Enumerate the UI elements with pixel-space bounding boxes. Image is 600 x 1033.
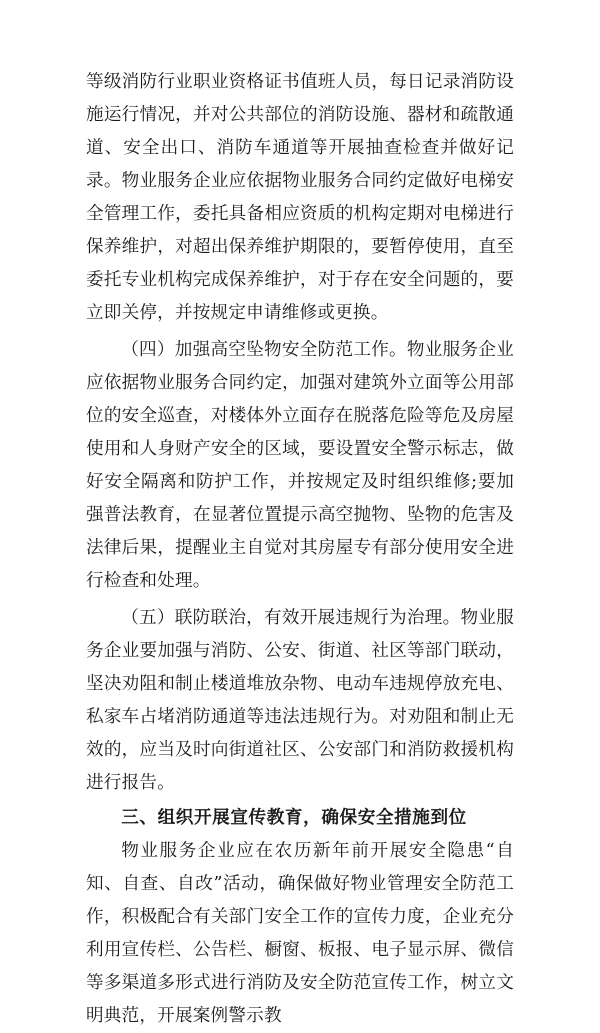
paragraph-falling-objects-body: 物业服务企业应依据物业服务合同约定，加强对建筑外立面等公用部位的安全巡查，对楼体外立面存在脱落危险等危及房屋使用和人身财产安全的区域，要设置安全警示标志，做好安全隔离和防护工作，并按规定及时组织维修;要加强普法教育，在显著位置提示高空抛物、坠物的危害及法律后果，提醒业主自觉对其房屋专有部分使用安全进行检查和处理。 [86,340,515,591]
paragraph-publicity-education: 物业服务企业应在农历新年前开展安全隐患“自知、自查、自改”活动，确保做好物业管理安全防范工作，积极配合有关部门安全工作的宣传力度，企业充分利用宣传栏、公告栏、橱窗、板报、电子显示屏、微信等多渠道多形式进行消防及安全防范宣传工作，树立文明典范，开展案例警示教 [86,841,514,1026]
section-lead-five: （五）联防联治，有效开展违规行为治理。 [121,608,461,628]
paragraph-joint-prevention-body: 物业服务企业要加强与消防、公安、街道、社区等部门联动，坚决劝阻和制止楼道堆放杂物、电动车违规停放充电、私家车占堵消防通道等违法违规行为。对劝阻和制止无效的，应当及时向街道社区、公安部门和消防救援机构进行报告。 [86,608,514,793]
paragraph-joint-prevention [86,602,514,800]
document-page [86,66,514,1033]
paragraph-falling-objects [86,334,514,598]
section-lead-four: （四）加强高空坠物安全防范工作。 [121,340,407,360]
paragraph-fire-safety-elevator: 等级消防行业职业资格证书值班人员，每日记录消防设施运行情况，并对公共部位的消防设施、器材和疏散通道、安全出口、消防车通道等开展抽查检查并做好记录。物业服务企业应依据物业服务合同约定做好电梯安全管理工作，委托具备相应资质的机构定期对电梯进行保养维护，对超出保养维护期限的，要暂停使用，直至委托专业机构完成保养维护，对于存在安全问题的，要立即关停，并按规定申请维修或更换。 [86,72,514,323]
section-heading-three: 三、组织开展宣传教育，确保安全措施到位 [121,808,467,828]
